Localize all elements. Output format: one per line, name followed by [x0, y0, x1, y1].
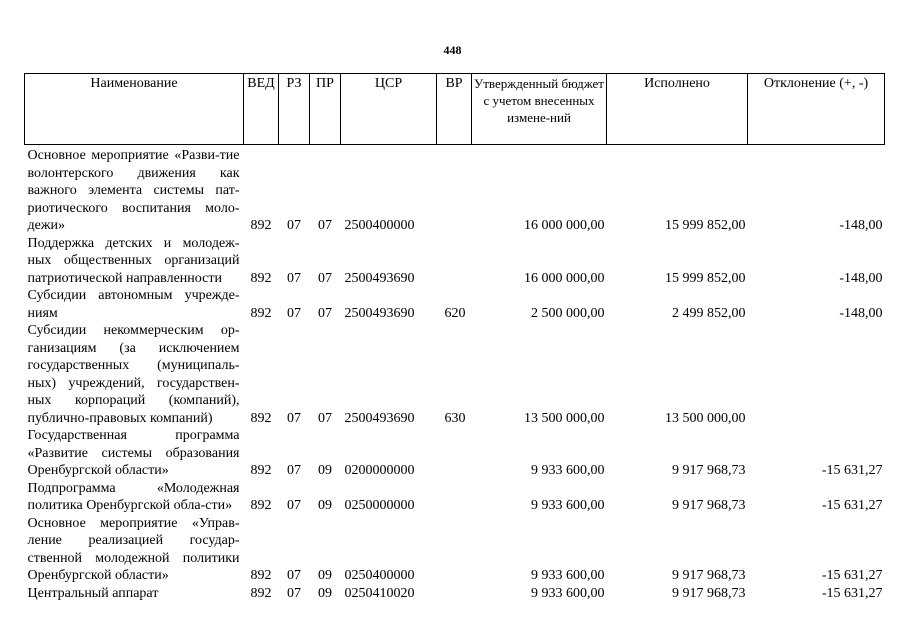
cell-done: 9 917 968,73	[672, 498, 746, 513]
cell-done: 9 917 968,73	[672, 568, 746, 583]
cell-dev: -15 631,27	[821, 568, 883, 583]
cell-pr: 09	[318, 498, 332, 513]
page-number: 448	[443, 43, 462, 57]
cell-dev	[748, 322, 885, 427]
table-row	[25, 235, 885, 288]
cell-budget: 9 933 600,00	[531, 498, 605, 513]
cell-vr: 630	[444, 410, 466, 426]
cell-rz: 07	[287, 463, 301, 478]
cell-done: 13 500 000,00	[665, 410, 746, 426]
cell-name: Субсидии автономным учрежде-ниям	[27, 288, 240, 321]
table-row	[25, 585, 885, 603]
cell-dev: -15 631,27	[821, 585, 883, 601]
header-pr: ПР	[310, 74, 341, 145]
table-row	[25, 515, 885, 585]
cell-csr: 0200000000	[344, 463, 415, 478]
header-vr: ВР	[437, 74, 472, 145]
cell-budget: 9 933 600,00	[531, 463, 605, 478]
cell-csr: 2500400000	[344, 218, 415, 233]
cell-done: 2 499 852,00	[672, 305, 746, 321]
header-budget: Утвержденный бюджет с учетом внесенных измене-ний	[472, 74, 607, 145]
budget-table	[24, 73, 885, 602]
cell-rz: 07	[287, 410, 301, 426]
cell-name: Государственная программа «Развитие системы образования Оренбургской области»	[27, 428, 240, 478]
cell-ved: 892	[250, 585, 272, 601]
cell-budget: 16 000 000,00	[524, 270, 605, 286]
cell-vr: 620	[444, 305, 466, 321]
cell-pr: 07	[318, 305, 332, 321]
cell-csr: 2500493690	[344, 305, 415, 321]
cell-ved: 892	[250, 463, 272, 478]
cell-csr: 0250410020	[344, 585, 415, 601]
cell-pr: 07	[318, 218, 332, 233]
table-row	[25, 427, 885, 480]
cell-rz: 07	[287, 270, 301, 286]
cell-csr: 0250400000	[344, 568, 415, 583]
cell-ved: 892	[250, 498, 272, 513]
table-row	[25, 145, 885, 235]
cell-dev: -148,00	[839, 218, 883, 233]
cell-done: 9 917 968,73	[672, 585, 746, 601]
cell-pr: 09	[318, 585, 332, 601]
cell-budget: 16 000 000,00	[524, 218, 605, 233]
cell-vr	[437, 480, 472, 515]
header-row	[25, 74, 885, 145]
cell-done: 9 917 968,73	[672, 463, 746, 478]
cell-pr: 09	[318, 568, 332, 583]
cell-rz: 07	[287, 218, 301, 233]
cell-dev: -148,00	[839, 270, 883, 286]
cell-name: Поддержка детских и молодеж-ных общественных организаций патриотической направленности	[27, 235, 240, 286]
header-rz: РЗ	[279, 74, 310, 145]
table-row	[25, 322, 885, 427]
cell-budget: 13 500 000,00	[524, 410, 605, 426]
cell-name: Основное мероприятие «Управ-ление реализацией государ-ственной молодежной политики Оренбургской области»	[27, 515, 240, 583]
cell-vr	[437, 585, 472, 603]
cell-budget: 9 933 600,00	[531, 568, 605, 583]
cell-name: Субсидии некоммерческим ор-ганизациям (за исключением государственных (муниципаль-ных) учреждений, государствен-ных корпораций (компаний), публично-правовых компаний)	[27, 323, 240, 426]
cell-name: Центральный аппарат	[27, 585, 159, 601]
cell-csr: 0250000000	[344, 498, 415, 513]
cell-ved: 892	[250, 568, 272, 583]
header-deviation: Отклонение (+, -)	[748, 74, 885, 145]
table-row	[25, 480, 885, 515]
cell-done: 15 999 852,00	[665, 270, 746, 286]
cell-vr	[437, 145, 472, 235]
cell-done: 15 999 852,00	[665, 218, 746, 233]
header-csr: ЦСР	[341, 74, 437, 145]
cell-name: Подпрограмма «Молодежная политика Оренбургской обла-сти»	[27, 480, 240, 513]
header-name: Наименование	[25, 74, 244, 145]
cell-rz: 07	[287, 585, 301, 601]
cell-ved: 892	[250, 218, 272, 233]
cell-vr	[437, 427, 472, 480]
cell-pr: 07	[318, 410, 332, 426]
cell-pr: 07	[318, 270, 332, 286]
header-ved: ВЕД	[244, 74, 279, 145]
cell-rz: 07	[287, 305, 301, 321]
cell-rz: 07	[287, 568, 301, 583]
cell-budget: 9 933 600,00	[531, 585, 605, 601]
cell-rz: 07	[287, 498, 301, 513]
cell-vr	[437, 515, 472, 585]
cell-dev: -15 631,27	[821, 498, 883, 513]
cell-csr: 2500493690	[344, 410, 415, 426]
cell-dev: -15 631,27	[821, 463, 883, 478]
cell-name: Основное мероприятие «Разви-тие волонтерского движения как важного элемента системы пат-риотического воспитания моло-дежи»	[27, 148, 240, 233]
cell-dev: -148,00	[839, 305, 883, 321]
cell-ved: 892	[250, 305, 272, 321]
table-row	[25, 287, 885, 322]
cell-vr	[437, 235, 472, 288]
cell-ved: 892	[250, 270, 272, 286]
cell-csr: 2500493690	[344, 270, 415, 286]
cell-pr: 09	[318, 463, 332, 478]
cell-budget: 2 500 000,00	[531, 305, 605, 321]
header-done: Исполнено	[607, 74, 748, 145]
cell-ved: 892	[250, 410, 272, 426]
